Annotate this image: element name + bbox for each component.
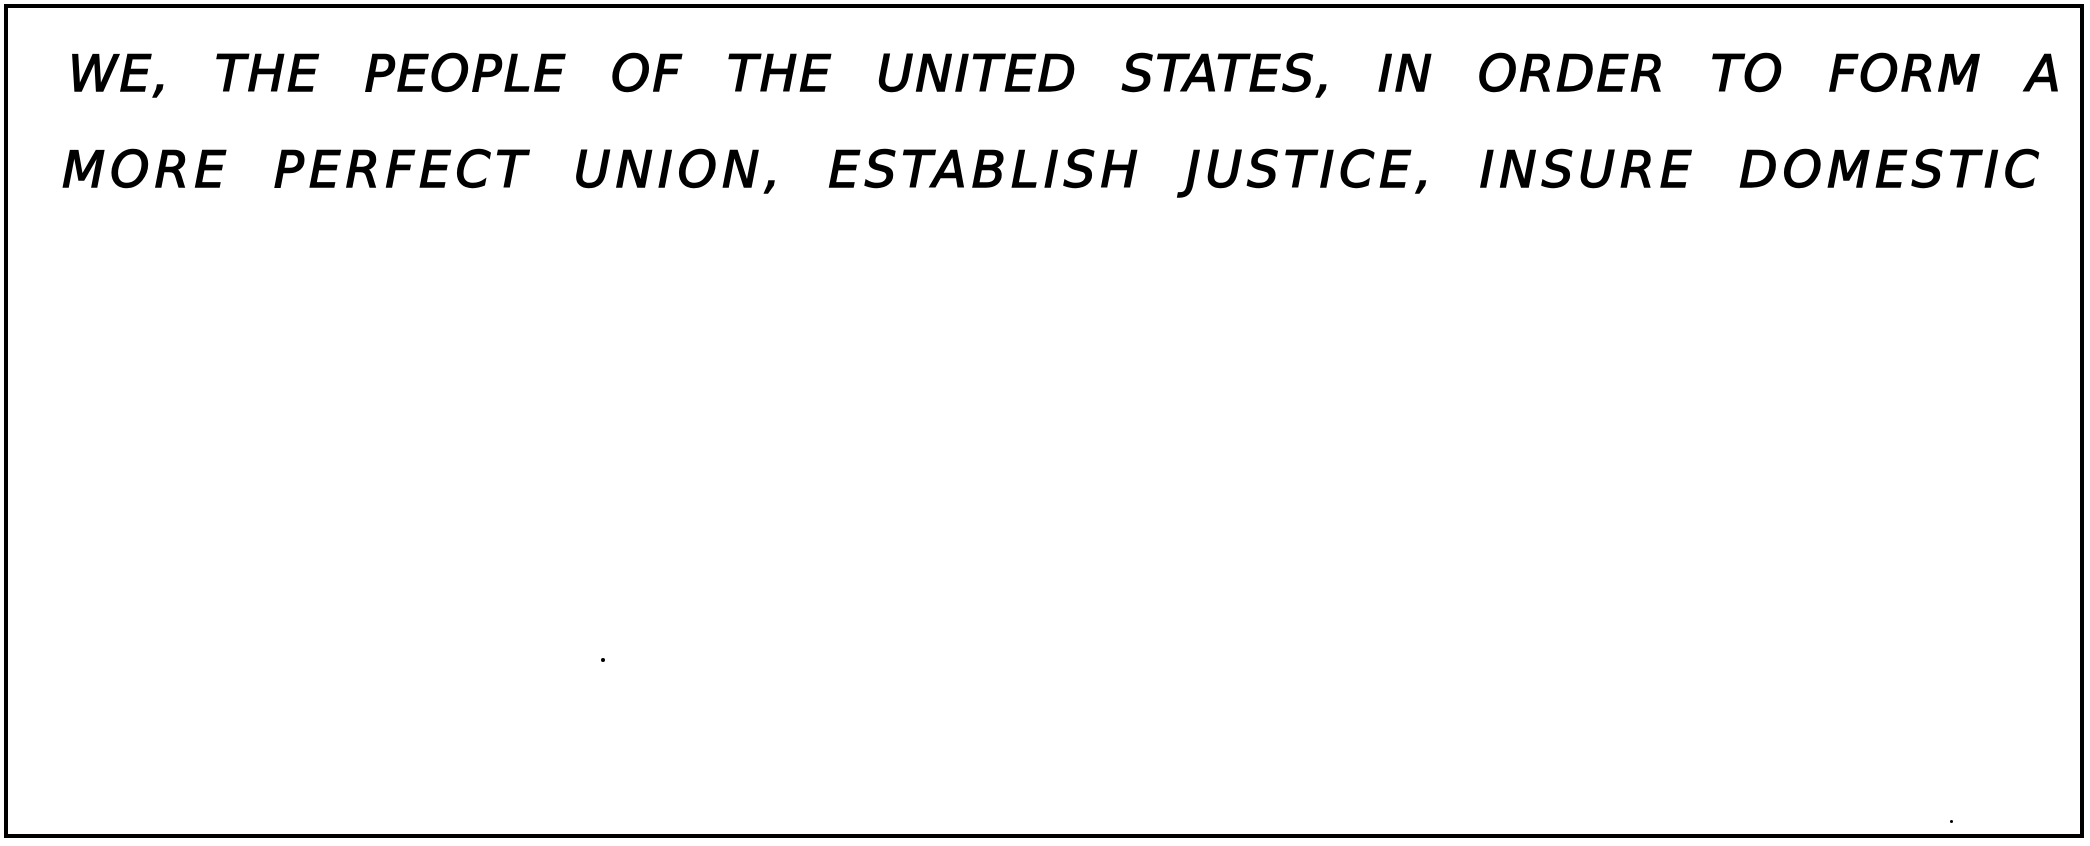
text-line-3 [36, 218, 2068, 314]
text-line-4 [50, 314, 2068, 410]
text-line-2: MORE PERFECT UNION, ESTABLISH JUSTICE, INSURE DOMESTIC [62, 141, 2044, 199]
text-line-1: WE, THE PEOPLE OF THE UNITED STATES, IN ORDER TO FORM A [68, 45, 2063, 103]
ink-speck [601, 658, 605, 662]
text-line-5 [54, 410, 2068, 506]
document-frame [4, 4, 2084, 838]
ink-speck [1950, 820, 1953, 823]
handwritten-preamble-text [58, 26, 2068, 602]
text-line-6 [54, 506, 2068, 602]
